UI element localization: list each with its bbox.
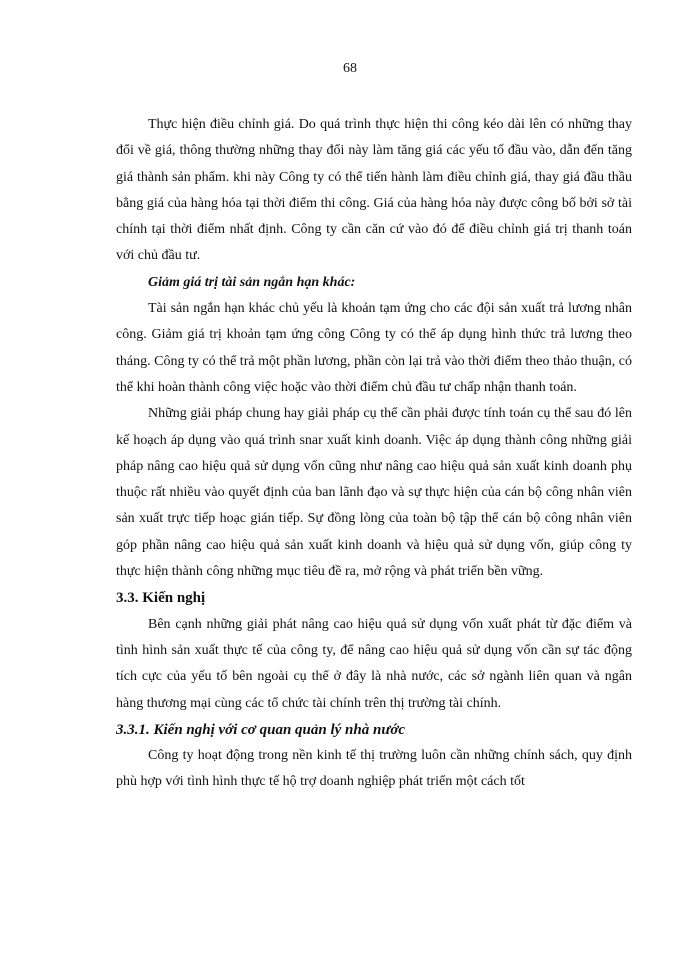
paragraph-state-agencies: Công ty hoạt động trong nền kinh tế thị trường luôn cần những chính sách, quy định phù hợp với tình hình thực tế hộ trợ doanh nghiệp phát triển một cách tốt	[116, 748, 632, 790]
paragraph-recommendations: Bên cạnh những giải phát nâng cao hiệu quả sử dụng vốn xuất phát từ đặc điểm và tình hình sản xuất thực tế của công ty, để nâng cao hiệu quả sử dụng vốn cần sự tác động tích cực của yếu tố bên ngoài cụ thể ở đây là nhà nước, các sở ngành liên quan và ngân hàng thương mại cùng các tổ chức tài chính trên thị trường tài chính.	[116, 616, 632, 711]
page-content	[116, 112, 632, 796]
paragraph-price-adjustment: Thực hiện điều chỉnh giá. Do quá trình thực hiện thi công kéo dài lên có những thay đổi về giá, thông thường những thay đổi này làm tăng giá các yếu tố đầu vào, dẫn đến tăng giá thành sản phẩm. khi này Công ty có thể tiến hành làm điều chỉnh giá, thay giá đầu thầu bằng giá của hàng hóa tại thời điểm thi công. Giá của hàng hóa này được công bố bởi sở tài chính tại thời điểm nhất định. Công ty cần căn cứ vào đó để điều chỉnh giá trị thanh toán với chủ đầu tư.	[116, 117, 632, 264]
paragraph-general-solutions: Những giải pháp chung hay giải pháp cụ thể cần phải được tính toán cụ thể sau đó lên kế hoạch áp dụng vào quá trình snar xuất kinh doanh. Việc áp dụng thành công những giải pháp nâng cao hiệu quả sử dụng vốn cũng như nâng cao hiệu quả sản xuất kinh doanh phụ thuộc rất nhiều vào quyết định của ban lãnh đạo và sự thực hiện của cán bộ công nhân viên sản xuất trực tiếp hoạc gián tiếp. Sự đồng lòng của toàn bộ tập thể cán bộ công nhân viên góp phần nâng cao hiệu quả sản xuất kinh doanh và hiệu quả sử dụng vốn, giúp công ty thực hiện thành công những mục tiêu đề ra, mở rộng và phát triển bền vững.	[116, 406, 632, 580]
paragraph-short-term-assets: Tài sản ngắn hạn khác chủ yếu là khoản tạm ứng cho các đội sản xuất trả lương nhân công. Giảm giá trị khoản tạm ứng công Công ty có thể áp dụng hình thức trả lương theo tháng. Công ty có thể trả một phần lương, phần còn lại trả vào thời điểm theo thảo thuận, có thể khi hoàn thành công việc hoặc vào thời điểm chủ đầu tư chấp nhận thanh toán.	[116, 301, 632, 395]
page-number: 68	[343, 61, 357, 76]
subsection-heading-state-agencies: 3.3.1. Kiến nghị với cơ quan quản lý nhà nước	[116, 721, 406, 738]
section-heading-recommendations: 3.3. Kiến nghị	[116, 590, 206, 607]
subheading-short-term-assets: Giảm giá trị tài sản ngắn hạn khác:	[148, 274, 356, 290]
